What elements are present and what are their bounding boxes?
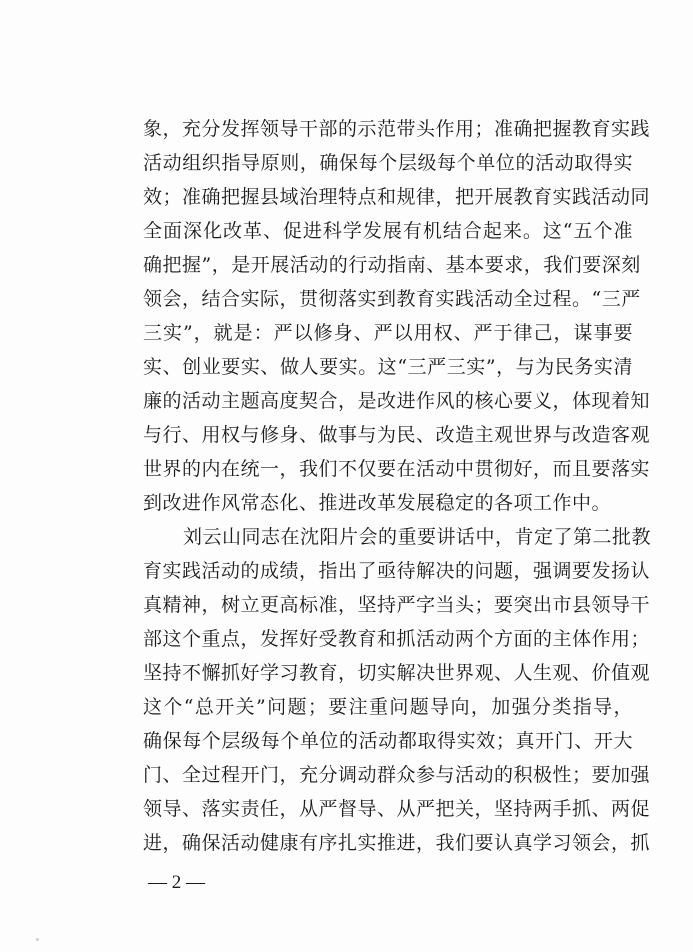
text-line: 进，确保活动健康有序扎实推进，我们要认真学习领会，抓	[143, 832, 651, 854]
text-line: 坚持不懈抓好学习教育，切实解决世界观、人生观、价值观	[143, 662, 651, 684]
text-line: 部这个重点，发挥好受教育和抓活动两个方面的主体作用；	[143, 628, 651, 650]
text-line: 这个“总开关”问题；要注重问题导向，加强分类指导，	[143, 696, 633, 718]
text-line: 与行、用权与修身、做事与为民、改造主观世界与改造客观	[143, 424, 651, 446]
text-line: 刘云山同志在沈阳片会的重要讲话中，肯定了第二批教	[183, 526, 652, 548]
text-line: 世界的内在统一，我们不仅要在活动中贯彻好，而且要落实	[143, 458, 651, 480]
text-line: 到改进作风常态化、推进改革发展稳定的各项工作中。	[143, 492, 612, 514]
text-line: 活动组织指导原则，确保每个层级每个单位的活动取得实	[143, 152, 633, 174]
text-line: 象，充分发挥领导干部的示范带头作用；准确把握教育实践	[143, 118, 651, 140]
text-line: 全面深化改革、促进科学发展有机结合起来。这“五个准	[143, 220, 633, 242]
text-line: 领会，结合实际，贯彻落实到教育实践活动全过程。“三严	[143, 288, 641, 310]
paragraph-2	[143, 520, 652, 860]
text-line: 效；准确把握县域治理特点和规律，把开展教育实践活动同	[143, 186, 651, 208]
paragraph-1	[143, 112, 651, 520]
text-line: 实、创业要实、做人要实。这“三严三实”，与为民务实清	[143, 356, 633, 378]
text-line: 领导、落实责任，从严督导、从严把关，坚持两手抓、两促	[143, 798, 651, 820]
text-line: 廉的活动主题高度契合，是改进作风的核心要义，体现着知	[143, 390, 651, 412]
text-line: 确保每个层级每个单位的活动都取得实效；真开门、开大	[143, 730, 633, 752]
text-line: 三实”，就是：严以修身、严以用权、严于律己，谋事要	[143, 322, 633, 344]
text-line: 育实践活动的成绩，指出了亟待解决的问题，强调要发扬认	[143, 560, 651, 582]
scan-speck	[36, 938, 39, 941]
page-number: — 2 —	[148, 872, 205, 893]
text-line: 门、全过程开门，充分调动群众参与活动的积极性；要加强	[143, 764, 651, 786]
text-line: 真精神，树立更高标准，坚持严字当头；要突出市县领导干	[143, 594, 651, 616]
body-text	[143, 112, 652, 860]
text-line: 确把握”，是开展活动的行动指南、基本要求，我们要深刻	[143, 254, 641, 276]
